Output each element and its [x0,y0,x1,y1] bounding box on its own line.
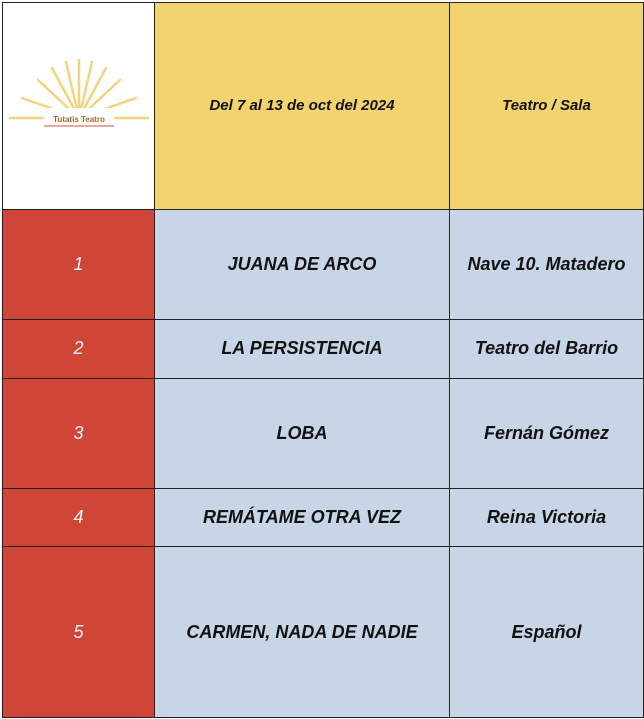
sunburst-logo [4,46,154,166]
logo-wordmark: Tutatis Teatro [52,114,105,124]
venue-column-header: Teatro / Sala [450,3,644,210]
table-row [3,320,644,378]
rank-number: 1 [3,209,155,319]
play-title: REMÁTAME OTRA VEZ [155,489,450,547]
venue-name: Teatro del Barrio [450,320,644,378]
rank-number: 2 [3,320,155,378]
rank-number: 5 [3,547,155,718]
header-row [3,3,644,210]
venue-name: Reina Victoria [450,489,644,547]
table-row [3,547,644,718]
venue-name: Nave 10. Matadero [450,209,644,319]
table-row [3,209,644,319]
rank-number: 4 [3,489,155,547]
play-title: CARMEN, NADA DE NADIE [155,547,450,718]
table-row [3,378,644,488]
venue-name: Español [450,547,644,718]
logo-cell [3,3,155,210]
venue-name: Fernán Gómez [450,378,644,488]
ranking-table [2,2,644,718]
date-range-label: Del 7 al 13 de oct del 2024 [155,3,450,210]
table-row [3,489,644,547]
rank-number: 3 [3,378,155,488]
play-title: LA PERSISTENCIA [155,320,450,378]
play-title: LOBA [155,378,450,488]
play-title: JUANA DE ARCO [155,209,450,319]
